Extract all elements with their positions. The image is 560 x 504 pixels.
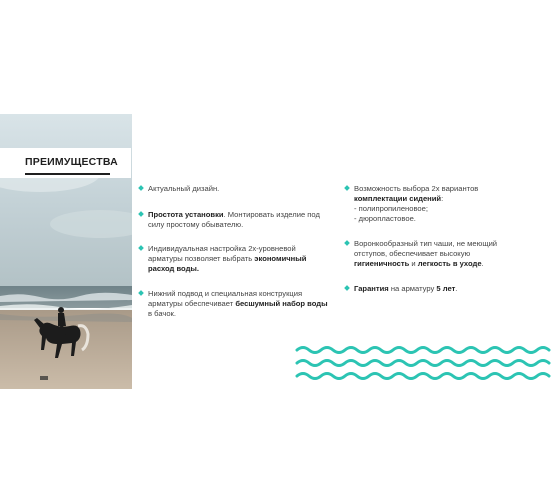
decorative-waves-icon xyxy=(295,344,557,384)
item-text: . xyxy=(481,259,484,268)
item-text: Возможность выбора 2х вариантов xyxy=(354,184,479,193)
list-item xyxy=(140,184,330,194)
item-text: на арматуру xyxy=(388,284,437,293)
diamond-bullet-icon xyxy=(344,285,350,291)
diamond-bullet-icon xyxy=(138,245,144,251)
title-box xyxy=(0,148,131,178)
list-item xyxy=(346,284,526,294)
item-text: Воронкообразный тип чаши, не меющий отступов, обеспечивает высокую xyxy=(354,239,498,258)
diamond-bullet-icon xyxy=(138,185,144,191)
sub-item-text: - полипропиленовое; xyxy=(354,204,428,213)
item-text: Нижний подвод и специальная конструкция арматуры обеспечивает xyxy=(148,289,303,308)
page-title: ПРЕИМУЩЕСТВА xyxy=(25,156,118,168)
item-bold-text: 5 лет xyxy=(436,284,456,293)
title-underline xyxy=(25,173,110,175)
diamond-bullet-icon xyxy=(138,290,144,296)
item-text: . Монтировать изделие под силу простому обывателю. xyxy=(148,210,320,229)
item-text: в бачок. xyxy=(148,309,176,318)
list-item xyxy=(140,210,330,230)
right-column xyxy=(346,180,526,294)
item-bold-text: Гарантия xyxy=(354,284,389,293)
item-bold-text: комплектации сидений xyxy=(354,194,442,203)
item-text: . xyxy=(455,284,458,293)
item-text: : xyxy=(441,194,444,203)
item-bold-text: экономичный расход воды. xyxy=(148,254,307,273)
diamond-bullet-icon xyxy=(344,240,350,246)
diamond-bullet-icon xyxy=(138,211,144,217)
list-item xyxy=(140,244,330,274)
diamond-bullet-icon xyxy=(344,185,350,191)
list-item xyxy=(346,239,526,269)
list-item xyxy=(140,289,330,319)
item-bold-text: легкость в уходе xyxy=(417,259,482,268)
item-bold-text: Простота установки xyxy=(148,210,224,219)
left-column xyxy=(140,180,330,319)
item-bold-text: гигиеничность xyxy=(354,259,410,268)
list-item xyxy=(346,184,526,224)
item-text: и xyxy=(409,259,418,268)
sub-item-text: - дюропластовое. xyxy=(354,214,416,223)
item-bold-text: бесшумный набор воды xyxy=(235,299,328,308)
item-text: Актуальный дизайн. xyxy=(148,184,220,193)
item-text: Индивидуальная настройка 2х-уровневой арматуры позволяет выбрать xyxy=(148,244,296,263)
